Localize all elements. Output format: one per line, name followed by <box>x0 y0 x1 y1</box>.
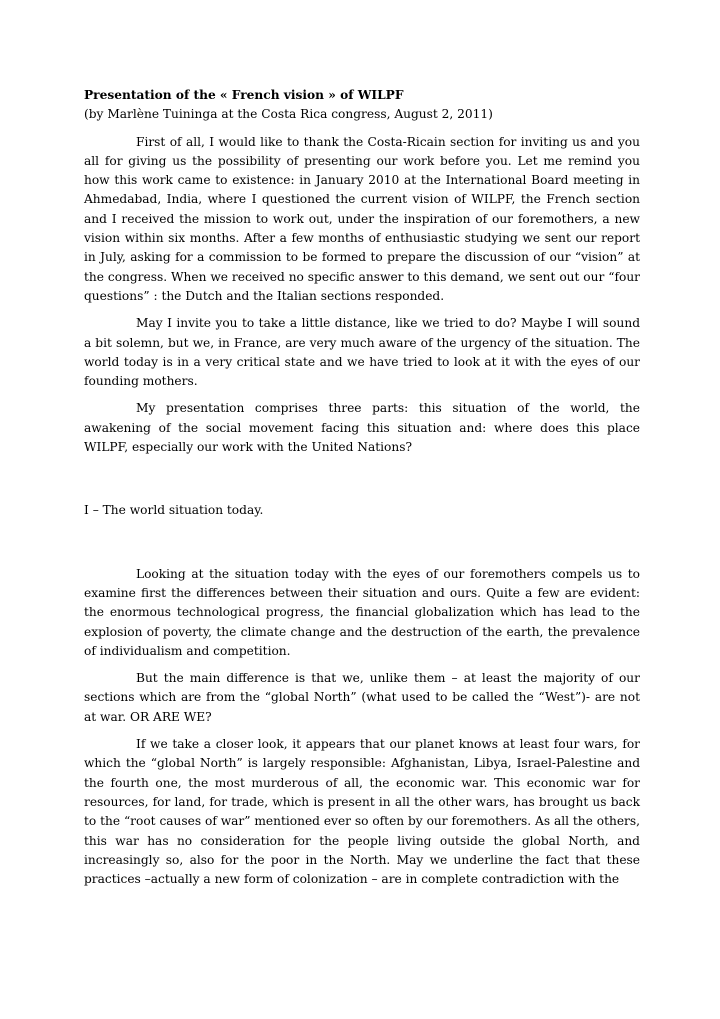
paragraph-intro-3: My presentation comprises three parts: this situation of the world, the awakening of the social movement facing this situation and: where does this place WILPF, especially our work with the United Nations? <box>84 401 640 455</box>
section-heading: I – The world situation today. <box>84 503 264 518</box>
spacer <box>84 521 640 565</box>
spacer <box>84 457 640 501</box>
paragraph-intro-2: May I invite you to take a little distance, like we tried to do? Maybe I will sound a bit solemn, but we, in France, are very much aware of the urgency of the situation. The world today is in a very critical state and we have tried to look at it with the eyes of our founding mothers. <box>84 316 640 389</box>
spacer <box>84 391 640 399</box>
paragraph-section-2: But the main difference is that we, unlike them – at least the majority of our sections which are from the “global North” (what used to be called the “West”)- are not at war. OR ARE WE? <box>84 671 640 724</box>
paragraph-section-3: If we take a closer look, it appears that our planet knows at least four wars, for which the “global North” is largely responsible: Afghanistan, Libya, Israel-Palestine and the fourth one, the most murderous of all, the economic war. This economic war for resources, for land, for trade, which is present in all the other wars, has brought us back to the “root causes of war” mentioned ever so often by our foremothers. As all the others, this war has no consideration for the people living outside the global North, and increasingly so, also for the poor in the North. May we underline the fact that these practices –actually a new form of colonization – are in complete contradiction with the <box>84 737 640 887</box>
spacer <box>84 306 640 314</box>
paragraph-intro-1: First of all, I would like to thank the Costa-Ricain section for inviting us and you all for giving us the possibility of presenting our work before you. Let me remind you how this work came to existence: in January 2010 at the International Board meeting in Ahmedabad, India, where I questioned the current vision of WILPF, the French section and I received the mission to work out, under the inspiration of our foremothers, a new vision within six months. After a few months of enthusiastic studying we sent our report in July, asking for a commission to be formed to prepare the discussion of our “vision” at the congress. When we received no specific answer to this demand, we sent out our “four questions” : the Dutch and the Italian sections responded. <box>84 134 640 303</box>
spacer <box>84 661 640 669</box>
document-page <box>84 86 640 889</box>
paragraph-section-1: Looking at the situation today with the eyes of our foremothers compels us to examine first the differences between their situation and ours. Quite a few are evident: the enormous technological progress, the financial globalization which has lead to the explosion of poverty, the climate change and the destruction of the earth, the prevalence of individualism and competition. <box>84 566 640 658</box>
spacer <box>84 727 640 735</box>
spacer <box>84 125 640 133</box>
document-subtitle: (by Marlène Tuininga at the Costa Rica congress, August 2, 2011) <box>84 107 493 122</box>
document-title: Presentation of the « French vision » of WILPF <box>84 88 404 102</box>
